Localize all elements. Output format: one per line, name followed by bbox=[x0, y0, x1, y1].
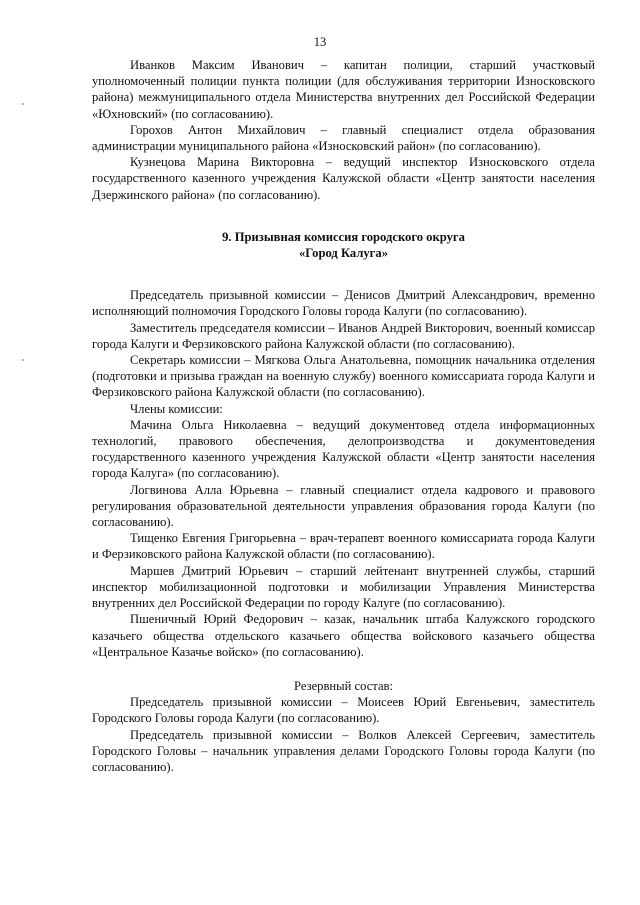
page-number: 13 bbox=[313, 35, 327, 49]
section-heading-line1: 9. Призывная комиссия городского округа bbox=[222, 229, 465, 244]
reserve-moiseev: Председатель призывной комиссии – Моисеев Юрий Евгеньевич, заместитель Городского Головы города Калуги (по согласованию). bbox=[92, 695, 595, 726]
member-marshev: Маршев Дмитрий Юрьевич – старший лейтенант внутренней службы, старший инспектор мобилизационной подготовки и мобилизации Управления Министерства внутренних дел Российской Федерации по городу Калуге (по согласованию). bbox=[92, 563, 595, 611]
member-logvinova: Логвинова Алла Юрьевна – главный специалист отдела кадрового и правового регулирования образовательной деятельности управления образования города Калуги (по согласованию). bbox=[92, 482, 595, 530]
reserve-volkov: Председатель призывной комиссии – Волков Алексей Сергеевич, заместитель Городского Головы – начальник управления делами Городского Головы города Калуги (по согласованию). bbox=[92, 727, 595, 774]
paragraph-secretary: Секретарь комиссии – Мягкова Ольга Анатольевна, помощник начальника отделения (подготовки и призыва граждан на военную службу) военного комиссариата города Калуги и Ферзиковского района Калужской области (по согласованию). bbox=[92, 353, 595, 400]
paragraph-kuznetsova: Кузнецова Марина Викторовна – ведущий инспектор Износковского отдела государственного казенного учреждения Калужской области «Центр занятости населения Дзержинского района» (по согласованию). bbox=[92, 155, 595, 202]
member-machina: Мачина Ольга Николаевна – ведущий документовед отдела информационных технологий, правового обеспечения, делопроизводства и документоведения государственного казенного учреждения Калужской области «Центр занятости населения города Калуга» (по согласованию). bbox=[92, 417, 595, 481]
member-tishchenko: Тищенко Евгения Григорьевна – врач-терапевт военного комиссариата города Калуги и Ферзиковского района Калужской области (по согласованию). bbox=[92, 531, 595, 562]
section-heading bbox=[92, 229, 595, 261]
paragraph-gorokhov: Горохов Антон Михайлович – главный специалист отдела образования администрации муниципального района «Износковский район» (по согласованию). bbox=[92, 122, 595, 154]
document-body bbox=[92, 57, 595, 775]
member-pshenichny: Пшеничный Юрий Федорович – казак, начальник штаба Калужского городского казачьего общества отдельского казачьего общества войскового казачьего общества «Центральное Казачье войско» (по согласованию). bbox=[92, 612, 595, 659]
scan-speck bbox=[22, 359, 24, 361]
section-heading-line2: «Город Калуга» bbox=[298, 246, 388, 261]
members-label: Члены комиссии: bbox=[130, 401, 223, 416]
paragraph-chairman: Председатель призывной комиссии – Денисов Дмитрий Александрович, временно исполняющий полномочия Городского Головы города Калуги (по согласованию). bbox=[92, 288, 595, 319]
scan-speck bbox=[22, 103, 24, 105]
reserve-label: Резервный состав: bbox=[294, 678, 393, 693]
paragraph-ivankov: Иванков Максим Иванович – капитан полиции, старший участковый уполномоченный полиции пункта полиции (для обслуживания территории Износковского района) межмуниципального отдела Министерства внутренних дел Российской Федерации «Юхновский» (по согласованию). bbox=[92, 58, 595, 121]
paragraph-deputy-chairman: Заместитель председателя комиссии – Иванов Андрей Викторович, военный комиссар города Калуги и Ферзиковского района Калужской области (по согласованию). bbox=[92, 320, 595, 351]
